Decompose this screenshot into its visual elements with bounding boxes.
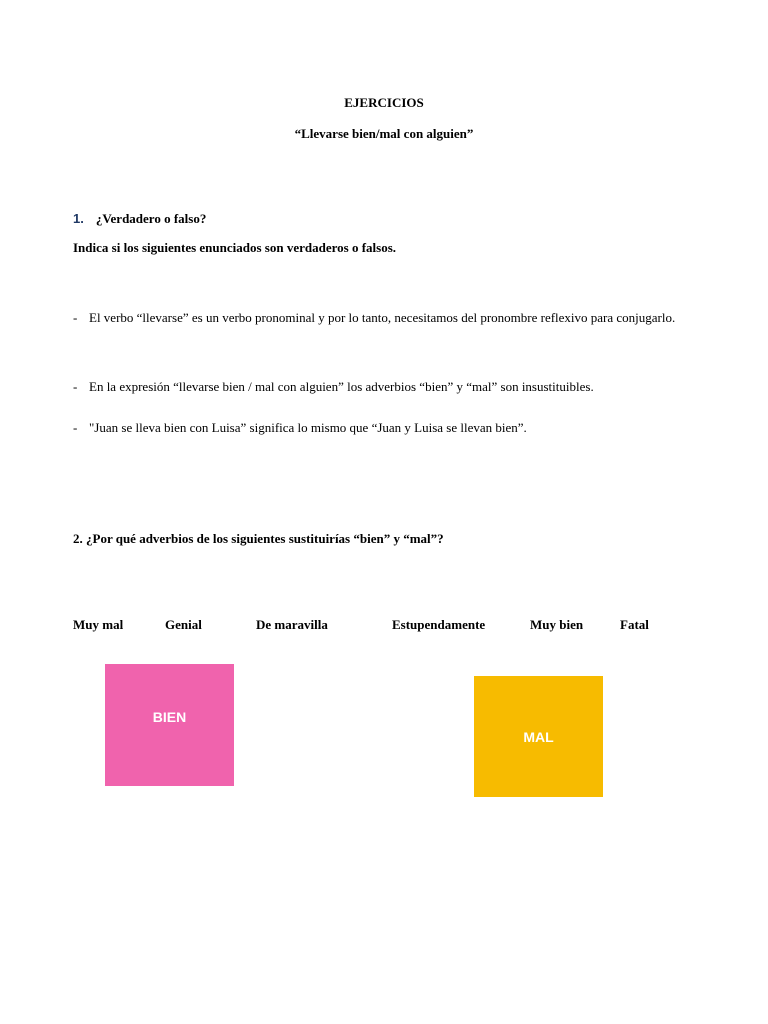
adverb-word: Muy bien: [530, 617, 584, 632]
question-1-number: 1.: [73, 211, 84, 226]
question-2-title: 2. ¿Por qué adverbios de los siguientes sustituirías “bien” y “mal”?: [73, 531, 444, 546]
statement-item: [73, 371, 695, 402]
adverb-word: Genial: [165, 617, 202, 632]
page-subtitle: “Llevarse bien/mal con alguien”: [294, 126, 474, 141]
mal-box: [474, 676, 603, 797]
adverb-word: Fatal: [620, 617, 649, 632]
question-1-heading: [73, 210, 206, 228]
statement-item: [73, 302, 695, 333]
question-1-title: ¿Verdadero o falso?: [95, 211, 207, 226]
statement-text: "Juan se lleva bien con Luisa” significa lo mismo que “Juan y Luisa se llevan bien”.: [89, 420, 527, 435]
statement-text: En la expresión “llevarse bien / mal con alguien” los adverbios “bien” y “mal” son insustituibles.: [89, 379, 594, 394]
adverb-word: Estupendamente: [392, 617, 486, 632]
statement-text: El verbo “llevarse” es un verbo pronominal y por lo tanto, necesitamos del pronombre reflexivo para conjugarlo.: [89, 310, 676, 325]
bullet-dash: -: [73, 379, 78, 394]
adverb-word: De maravilla: [256, 617, 328, 632]
bullet-dash: -: [73, 420, 78, 435]
bien-box-label: BIEN: [152, 709, 187, 725]
bien-box: [105, 664, 234, 786]
statement-item: [73, 412, 695, 443]
adverb-word: Muy mal: [73, 617, 124, 632]
page-title: EJERCICIOS: [344, 95, 424, 110]
mal-box-label: MAL: [523, 728, 554, 745]
question-1-instruction: Indica si los siguientes enunciados son verdaderos o falsos.: [73, 240, 397, 255]
bullet-dash: -: [73, 310, 78, 325]
